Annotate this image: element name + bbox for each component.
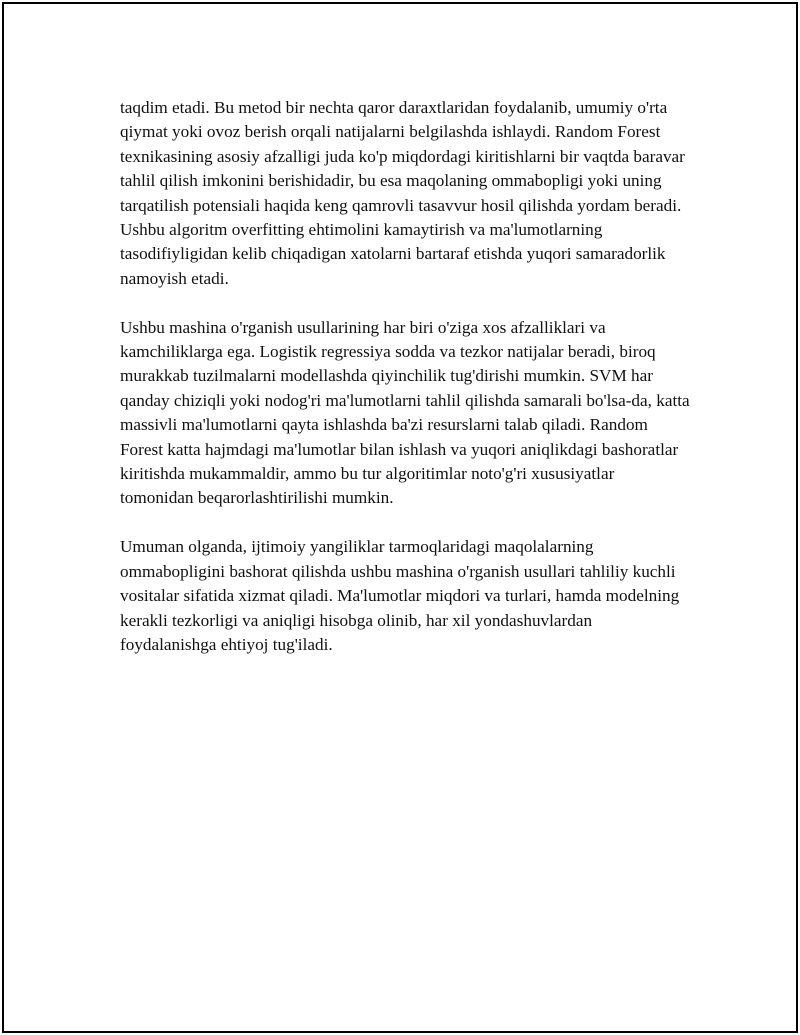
paragraph-conclusion: Umuman olganda, ijtimoiy yangiliklar tarmoqlaridagi maqolalarning ommabopligini bashorat qilishda ushbu mashina o'rganish usullari tahliliy kuchli vositalar sifatida xizmat qiladi. Ma'lumotlar miqdori va turlari, hamda modelning kerakli tezkorligi va aniqligi hisobga olinib, har xil yondashuvlardan foydalanishga ehtiyoj tug'iladi. bbox=[120, 537, 680, 654]
document-body bbox=[120, 96, 690, 682]
paragraph-random-forest: taqdim etadi. Bu metod bir nechta qaror daraxtlaridan foydalanib, umumiy o'rta qiymat yoki ovoz berish orqali natijalarni belgilashda ishlaydi. Random Forest texnikasining asosiy afzalligi juda ko'p miqdordagi kiritishlarni bir vaqtda baravar tahlil qilish imkonini berishidadir, bu esa maqolaning ommabopligi yoki uning tarqatilish potensiali haqida keng qamrovli tasavvur hosil qilishda yordam beradi. Ushbu algoritm overfitting ehtimolini kamaytirish va ma'lumotlarning tasodifiyligidan kelib chiqadigan xatolarni bartaraf etishda yuqori samaradorlik namoyish etadi. bbox=[120, 98, 685, 288]
paragraph-method-comparison: Ushbu mashina o'rganish usullarining har biri o'ziga xos afzalliklari va kamchiliklarga ega. Logistik regressiya sodda va tezkor natijalar beradi, biroq murakkab tuzilmalarni modellashda qiyinchilik tug'dirishi mumkin. SVM har qanday chiziqli yoki nodog'ri ma'lumotlarni tahlil qilishda samarali bo'lsa-da, katta massivli ma'lumotlarni qayta ishlashda ba'zi resurslarni talab qiladi. Random Forest katta hajmdagi ma'lumotlar bilan ishlash va yuqori aniqlikdagi bashoratlar kiritishda mukammaldir, ammo bu tur algoritimlar noto'g'ri xususiyatlar tomonidan beqarorlashtirilishi mumkin. bbox=[120, 317, 690, 508]
document-page bbox=[2, 2, 798, 1033]
